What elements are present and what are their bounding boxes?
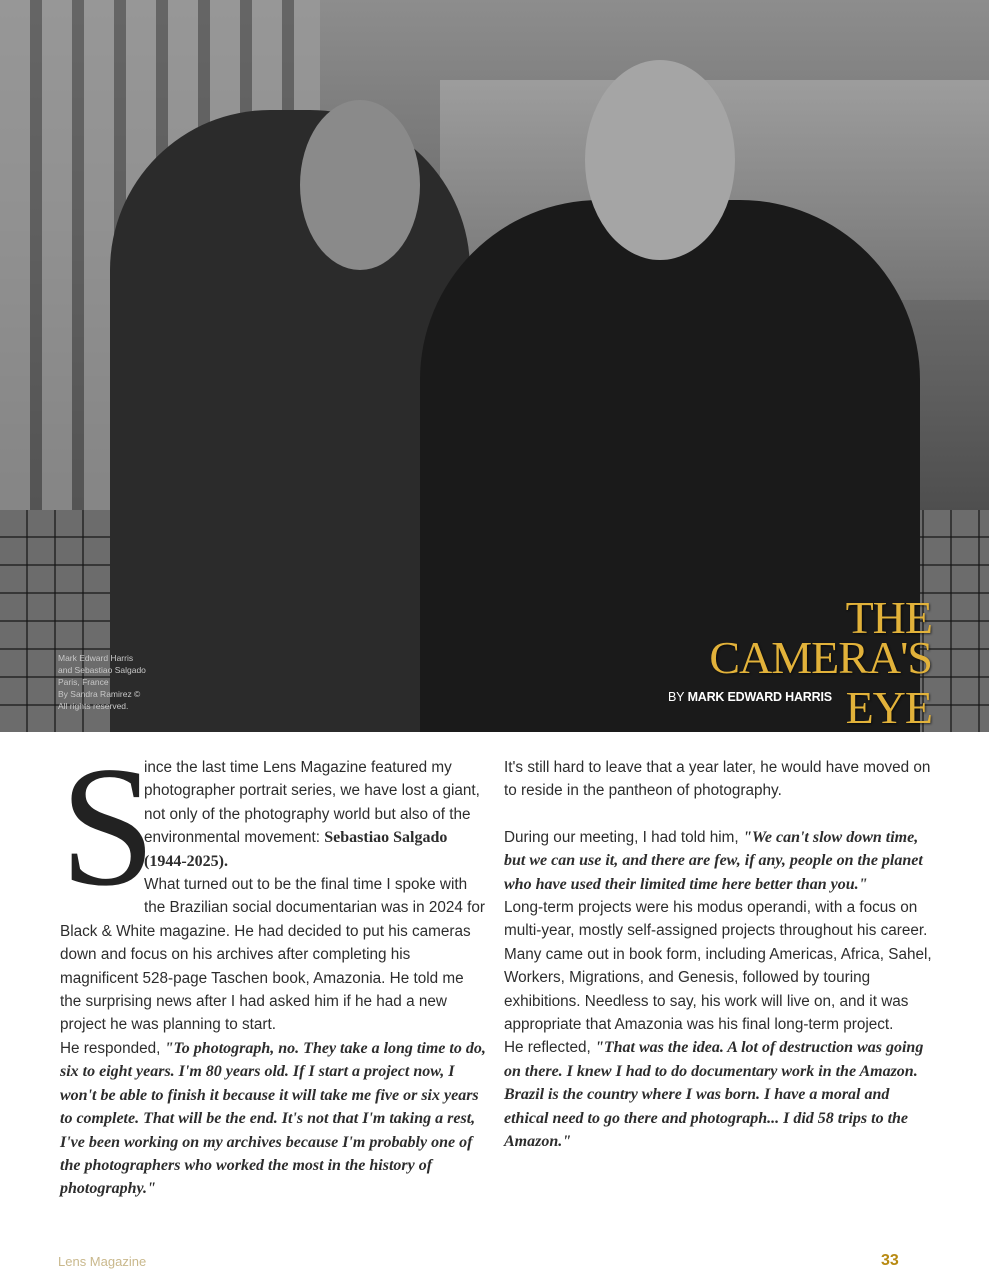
quote: "That was the idea. A lot of destruction was going on there. I knew I had to do documentary work in the Amazon. Brazil is the country where I was born. I have a moral and ethical need to go there and photograph... I did 58 trips to the Amazon." bbox=[504, 1039, 924, 1151]
drop-cap: S bbox=[60, 732, 156, 922]
caption-line: All rights reserved. bbox=[58, 701, 129, 711]
article-column-right bbox=[504, 756, 936, 1154]
paragraph-text: ince the last time Lens Magazine featured my photographer portrait series, we have lost a giant, not only of the photography world but also of the environmental movement: bbox=[144, 759, 480, 847]
paragraph: What turned out to be the final time I spoke with the Brazilian social documentarian was in 2024 for Black & White magazine. He had decided to put his cameras down and focus on his archives after completing his magnificent 528-page Taschen book, Amazonia. He told me the surprising news after I had asked him if he had a new project he was planning to start. bbox=[60, 876, 485, 1034]
paragraph: Long-term projects were his modus operandi, with a focus on multi-year, mostly self-assigned projects throughout his career. Many came out in book form, including Americas, Africa, Sahel, Workers, Migrations, and Genesis, followed by touring exhibitions. Needless to say, his work will live on, and it was appropriate that Amazonia was his final long-term project. bbox=[504, 899, 932, 1034]
caption-line: and Sebastiao Salgado bbox=[58, 665, 146, 675]
title-line: EYE bbox=[845, 682, 932, 732]
footer-magazine-name: Lens Magazine bbox=[58, 1254, 147, 1269]
paragraph bbox=[60, 1037, 488, 1201]
paragraph bbox=[504, 826, 936, 896]
page-number: 33 bbox=[881, 1252, 899, 1269]
photographer-right-head bbox=[585, 60, 735, 260]
byline-prefix: BY bbox=[668, 690, 685, 704]
caption-line: Paris, France bbox=[58, 677, 109, 687]
title-line: CAMERA'S bbox=[709, 632, 932, 683]
caption-line: Mark Edward Harris bbox=[58, 653, 134, 663]
paragraph bbox=[504, 1036, 936, 1153]
subject-name: Sebastiao Salgado (1944-2025). bbox=[144, 829, 448, 870]
photographer-left-head bbox=[300, 100, 420, 270]
caption-line: By Sandra Ramirez © bbox=[58, 689, 141, 699]
quote: "To photograph, no. They take a long time to do, six to eight years. I'm 80 years old. If I start a project now, I won't be able to finish it because it will take me five or six years to complete. That will be the end. It's not that I'm taking a rest, I've been working on my archives because I'm probably one of the photographers who worked the most in the history of photography." bbox=[60, 1039, 486, 1198]
title-line: THE bbox=[845, 592, 932, 643]
paragraph: It's still hard to leave that a year later, he would have moved on to reside in the pantheon of photography. bbox=[504, 759, 931, 800]
paragraph-text: He responded, bbox=[60, 1039, 165, 1057]
article-column-left bbox=[60, 732, 488, 1201]
byline bbox=[668, 690, 832, 705]
quote: "We can't slow down time, but we can use it, and there are few, if any, people on the planet who have used their limited time here better than you." bbox=[504, 828, 923, 893]
byline-author: MARK EDWARD HARRIS bbox=[687, 690, 832, 704]
paragraph-text: He reflected, bbox=[504, 1039, 595, 1057]
paragraph-text: During our meeting, I had told him, bbox=[504, 828, 743, 846]
photo-caption bbox=[58, 652, 146, 712]
